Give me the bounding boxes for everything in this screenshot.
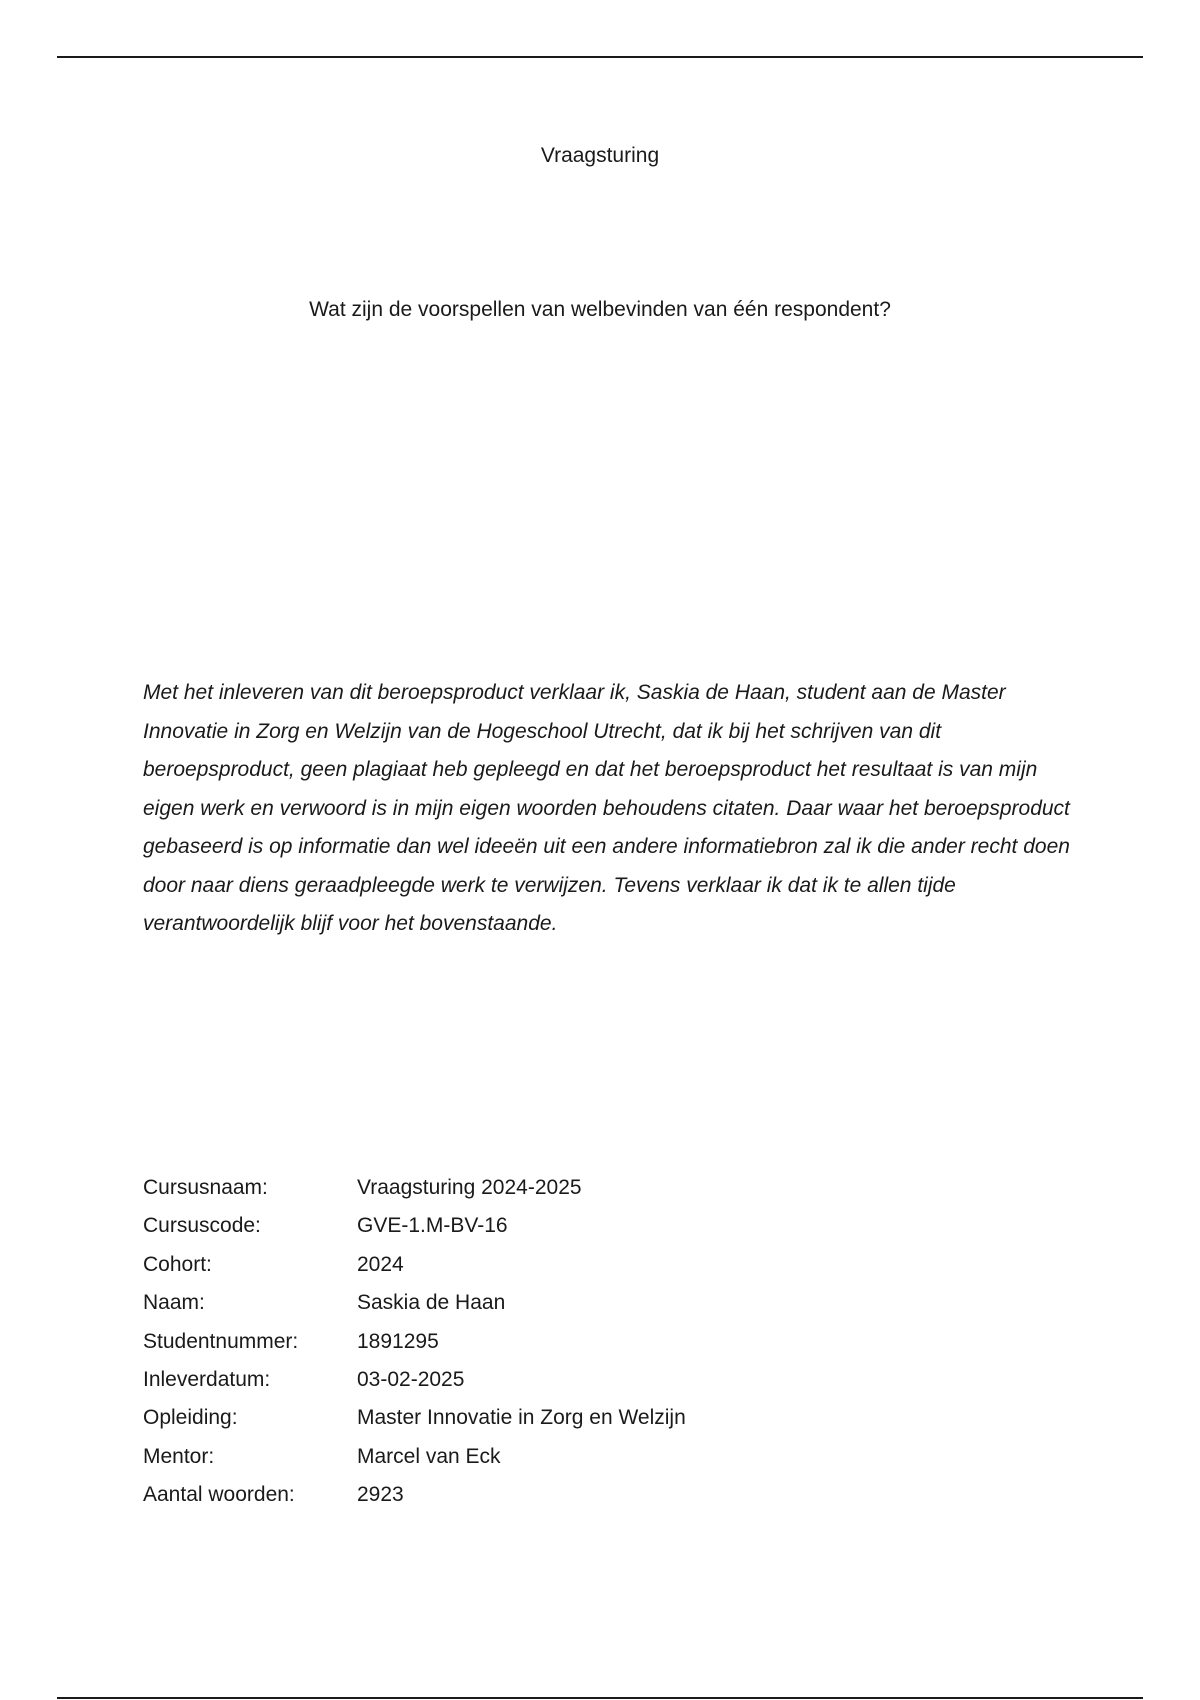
info-label: Inleverdatum: — [143, 1367, 271, 1391]
info-table — [143, 1169, 1043, 1515]
info-label: Cursuscode: — [143, 1214, 261, 1238]
info-row-inleverdatum — [143, 1361, 1043, 1399]
info-value: 2923 — [357, 1483, 404, 1507]
info-row-naam — [143, 1284, 1043, 1322]
info-label: Cursusnaam: — [143, 1176, 268, 1199]
plagiarism-declaration: Met het inleveren van dit beroepsproduct verklaar ik, Saskia de Haan, student aan de Master Innovatie in Zorg en Welzijn van de Hogeschool Utrecht, dat ik bij het schrijven van dit beroepsproduct, geen plagiaat heb gepleegd en dat het beroepsproduct het resultaat is van mijn eigen werk en verwoord is in mijn eigen woorden behoudens citaten. Daar waar het beroepsproduct gebaseerd is op informatie dan wel ideeën uit een andere informatiebron zal ik die ander recht doen door naar diens geraadpleegde werk te verwijzen. Tevens verklaar ik dat ik te allen tijde verantwoordelijk blijf voor het bovenstaande. — [143, 681, 1070, 935]
info-label: Cohort: — [143, 1252, 212, 1276]
info-row-studentnummer — [143, 1323, 1043, 1361]
header-rule — [57, 56, 1143, 58]
info-value: Master Innovatie in Zorg en Welzijn — [357, 1406, 686, 1430]
info-value: 1891295 — [357, 1329, 439, 1353]
info-label: Studentnummer: — [143, 1329, 299, 1353]
info-value: Vraagsturing 2024-2025 — [357, 1176, 582, 1199]
info-label: Aantal woorden: — [143, 1483, 295, 1507]
info-value: Marcel van Eck — [357, 1444, 501, 1468]
info-row-opleiding — [143, 1399, 1043, 1437]
info-row-cohort — [143, 1246, 1043, 1284]
info-label: Naam: — [143, 1291, 205, 1315]
footer-rule — [57, 1697, 1143, 1699]
course-title: Vraagsturing — [540, 144, 660, 167]
info-label: Mentor: — [143, 1444, 215, 1468]
research-question: Wat zijn de voorspellen van welbevinden van één respondent? — [309, 298, 891, 321]
info-row-cursuscode — [143, 1207, 1043, 1245]
info-value: GVE-1.M-BV-16 — [357, 1214, 508, 1238]
info-value: 2024 — [357, 1252, 404, 1276]
info-value: Saskia de Haan — [357, 1291, 506, 1315]
info-row-mentor — [143, 1438, 1043, 1476]
info-row-aantal-woorden — [143, 1476, 1043, 1514]
info-row-cursusnaam — [143, 1169, 1043, 1207]
info-label: Opleiding: — [143, 1406, 238, 1430]
info-value: 03-02-2025 — [357, 1367, 465, 1391]
